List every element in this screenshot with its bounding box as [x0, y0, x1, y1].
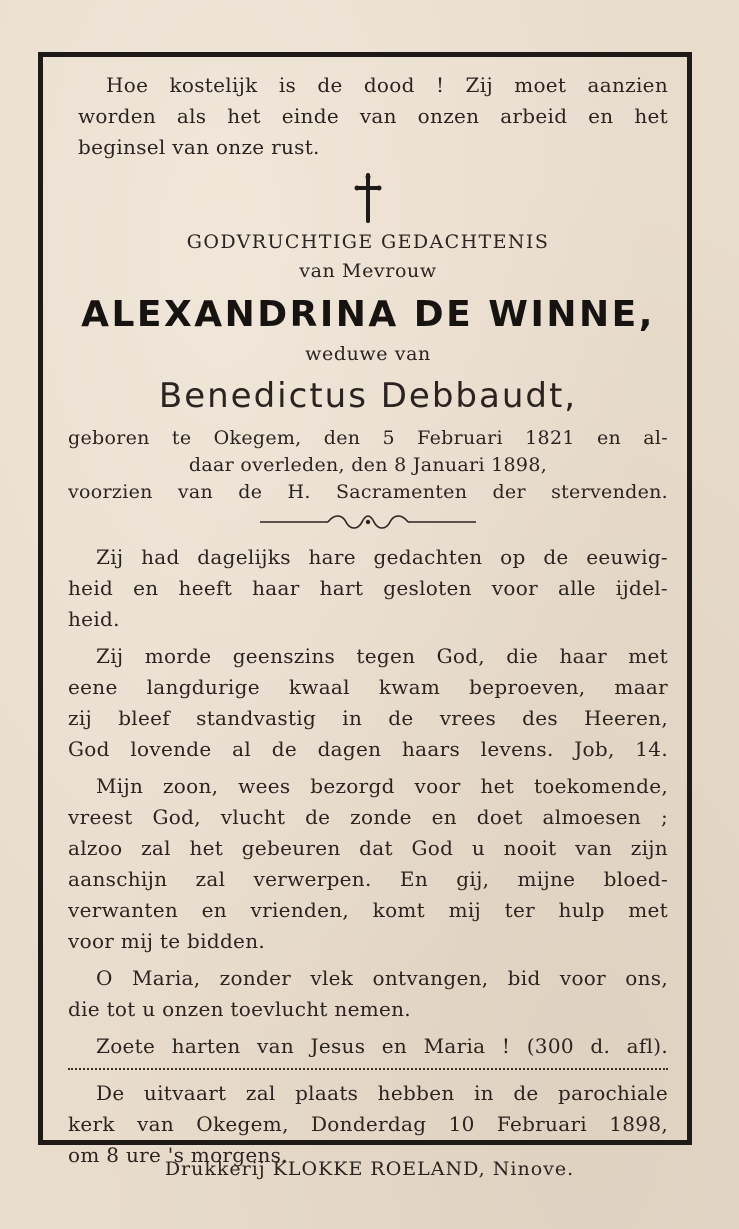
para5-line-1: Zoete harten van Jesus en Maria ! (300 d. afl).: [96, 1034, 668, 1058]
para3-line-4: aanschijn zal verwerpen. En gij, mijne bloed-: [68, 867, 668, 891]
para2-line-1: Zij morde geenszins tegen God, die haar met: [96, 644, 668, 668]
birth-line-3: voorzien van de H. Sacramenten der stervenden.: [68, 481, 668, 503]
funeral-line-1: De uitvaart zal plaats hebben in de parochiale: [96, 1081, 668, 1105]
para1-line-2: heid en heeft haar hart gesloten voor alle ijdel-: [68, 576, 668, 600]
para3-line-2: vreest God, vlucht de zonde en doet almoesen ;: [68, 805, 668, 829]
paragraph-1: [68, 542, 668, 635]
para3-line-1: Mijn zoon, wees bezorgd voor het toekomende,: [96, 774, 668, 798]
deceased-name: ALEXANDRINA DE WINNE,: [81, 294, 655, 335]
para1-line-3: heid.: [68, 607, 120, 631]
memorial-title: GODVRUCHTIGE GEDACHTENIS: [186, 231, 550, 253]
para3-line-6: voor mij te bidden.: [68, 929, 266, 953]
quote-line-3: beginsel van onze rust.: [78, 135, 320, 159]
dotted-separator: [68, 1068, 668, 1070]
van-mevrouw: van Mevrouw: [299, 260, 437, 282]
ornament-divider-icon: [258, 510, 478, 534]
memorial-card-content: [68, 70, 668, 1177]
para2-line-4: God lovende al de dagen haars levens. Job, 14.: [68, 737, 668, 761]
paragraph-4: [68, 963, 668, 1025]
birth-line-1: geboren te Okegem, den 5 Februari 1821 en al-: [68, 427, 668, 449]
funeral-line-2: kerk van Okegem, Donderdag 10 Februari 1898,: [68, 1112, 668, 1136]
quote-line-2: worden als het einde van onzen arbeid en het: [78, 104, 668, 128]
opening-quote: [78, 70, 668, 163]
para4-line-1: O Maria, zonder vlek ontvangen, bid voor ons,: [96, 966, 668, 990]
birth-line-2: daar overleden, den 8 Januari 1898,: [188, 454, 548, 476]
para2-line-2: eene langdurige kwaal kwam beproeven, maar: [68, 675, 668, 699]
para2-line-3: zij bleef standvastig in de vrees des Heeren,: [68, 706, 668, 730]
para1-line-1: Zij had dagelijks hare gedachten op de eeuwig-: [96, 545, 668, 569]
cross-icon: [348, 173, 388, 223]
quote-line-1: Hoe kostelijk is de dood ! Zij moet aanzien: [106, 73, 668, 97]
paragraph-2: [68, 641, 668, 765]
para4-line-2: die tot u onzen toevlucht nemen.: [68, 997, 411, 1021]
para3-line-5: verwanten en vrienden, komt mij ter hulp met: [68, 898, 668, 922]
widow-of: weduwe van: [305, 343, 431, 365]
printer-imprint: Drukkerij KLOKKE ROELAND, Ninove.: [164, 1158, 575, 1180]
para3-line-3: alzoo zal het gebeuren dat God u nooit van zijn: [68, 836, 668, 860]
paragraph-5: [68, 1031, 668, 1062]
husband-name: Benedictus Debbaudt,: [158, 376, 578, 416]
birth-death-info: [68, 425, 668, 506]
paragraph-3: [68, 771, 668, 957]
funeral-line-3: om 8 ure 's morgens.: [68, 1143, 288, 1167]
